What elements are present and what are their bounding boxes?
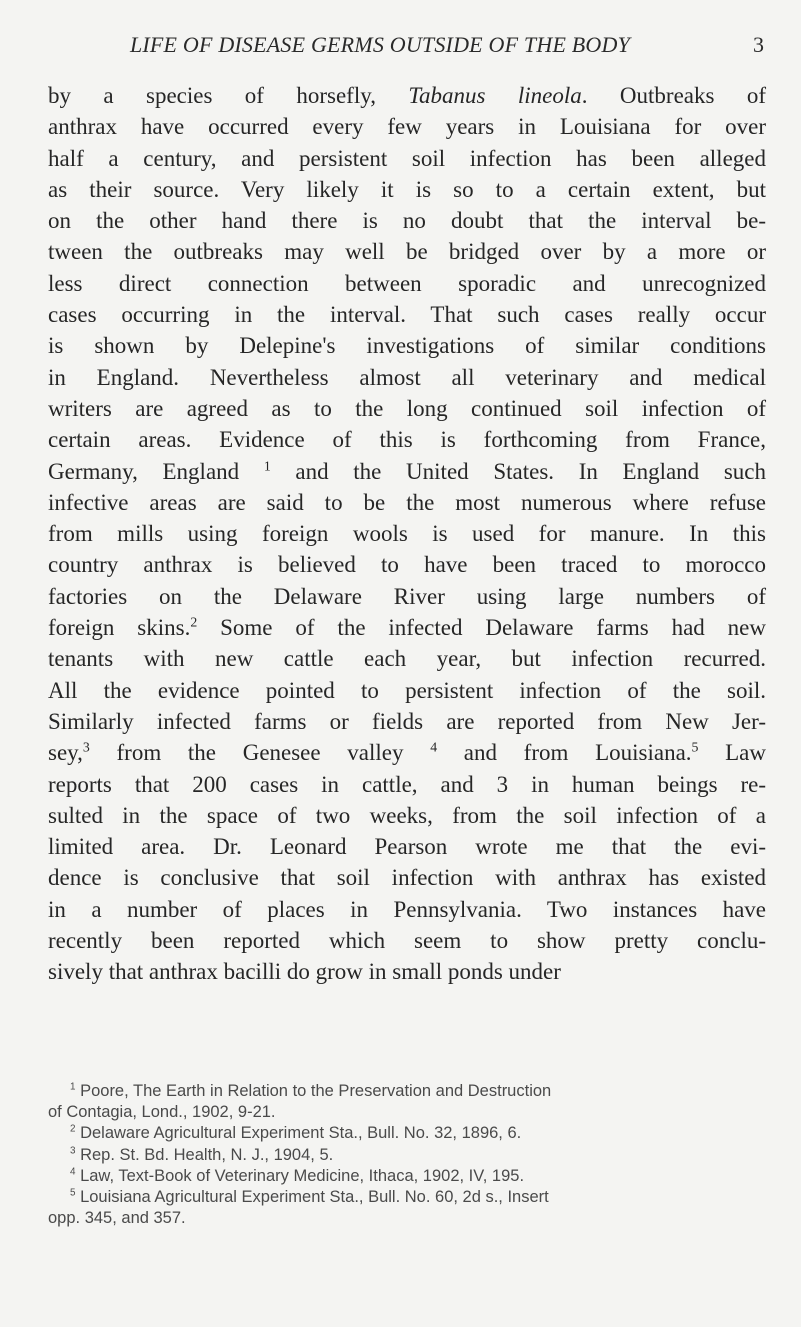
body-line: country anthrax is believed to have been traced to morocco — [48, 552, 766, 578]
body-line: sey,$^3$ from the Genesee valley $^4$ and from Louisiana.$^5$ Law — [48, 739, 766, 766]
body-line: on the other hand there is no doubt that the interval be- — [48, 208, 766, 234]
body-line: by a species of horsefly, Tabanus lineola. Outbreaks of — [48, 83, 766, 108]
footnote: $^2$ Delaware Agricultural Experiment Sta., Bull. No. 32, 1896, 6. — [70, 1123, 522, 1143]
body-line: Germany, England $^1$ and the United States. In England such — [48, 457, 766, 484]
body-line: certain areas. Evidence of this is forthcoming from France, — [48, 427, 766, 453]
body-text — [48, 80, 766, 988]
running-title: LIFE OF DISEASE GERMS OUTSIDE OF THE BODY — [129, 32, 631, 57]
footnote: $^3$ Rep. St. Bd. Health, N. J., 1904, 5. — [70, 1145, 334, 1164]
body-line: cases occurring in the interval. That such cases really occur — [48, 302, 766, 328]
body-line: tween the outbreaks may well be bridged over by a more or — [48, 239, 766, 265]
body-line: from mills using foreign wools is used for manure. In this — [48, 521, 766, 547]
body-line: half a century, and persistent soil infection has been alleged — [48, 145, 766, 171]
body-line: in a number of places in Pennsylvania. Two instances have — [48, 896, 766, 922]
body-line: sulted in the space of two weeks, from the soil infection of a — [48, 802, 766, 828]
body-line: writers are agreed as to the long continued soil infection of — [48, 395, 766, 421]
body-line: dence is conclusive that soil infection with anthrax has existed — [48, 865, 766, 891]
body-line: less direct connection between sporadic and unrecognized — [48, 270, 766, 296]
footnote: $^4$ Law, Text-Book of Veterinary Medicine, Ithaca, 1902, IV, 195. — [70, 1166, 525, 1185]
body-line: sively that anthrax bacilli do grow in small ponds under — [48, 959, 561, 985]
footnote: $^1$ Poore, The Earth in Relation to the Preservation and Destruction — [70, 1081, 552, 1100]
footnote-continuation: opp. 345, and 357. — [48, 1209, 186, 1228]
body-line: recently been reported which seem to show pretty conclu- — [48, 928, 766, 954]
running-head — [40, 32, 764, 62]
body-line: All the evidence pointed to persistent infection of the soil. — [48, 677, 766, 703]
body-line: infective areas are said to be the most numerous where refuse — [48, 489, 766, 515]
body-line: foreign skins.$^2$ Some of the infected Delaware farms had new — [48, 614, 766, 641]
body-line: in England. Nevertheless almost all veterinary and medical — [48, 364, 766, 390]
footnotes — [48, 1081, 766, 1229]
footnote: $^5$ Louisiana Agricultural Experiment Sta., Bull. No. 60, 2d s., Insert — [70, 1187, 549, 1206]
body-line: as their source. Very likely it is so to a certain extent, but — [48, 176, 766, 202]
body-line: factories on the Delaware River using large numbers of — [48, 583, 766, 609]
body-line: limited area. Dr. Leonard Pearson wrote me that the evi- — [48, 834, 766, 860]
body-line: reports that 200 cases in cattle, and 3 in human beings re- — [48, 771, 766, 797]
footnote-continuation: of Contagia, Lond., 1902, 9-21. — [48, 1103, 276, 1122]
body-line: tenants with new cattle each year, but infection recurred. — [48, 646, 766, 672]
page-number: 3 — [753, 32, 764, 57]
body-line: Similarly infected farms or fields are reported from New Jer- — [48, 708, 766, 734]
body-line: is shown by Delepine's investigations of similar conditions — [48, 333, 766, 359]
body-line: anthrax have occurred every few years in Louisiana for over — [48, 114, 766, 140]
